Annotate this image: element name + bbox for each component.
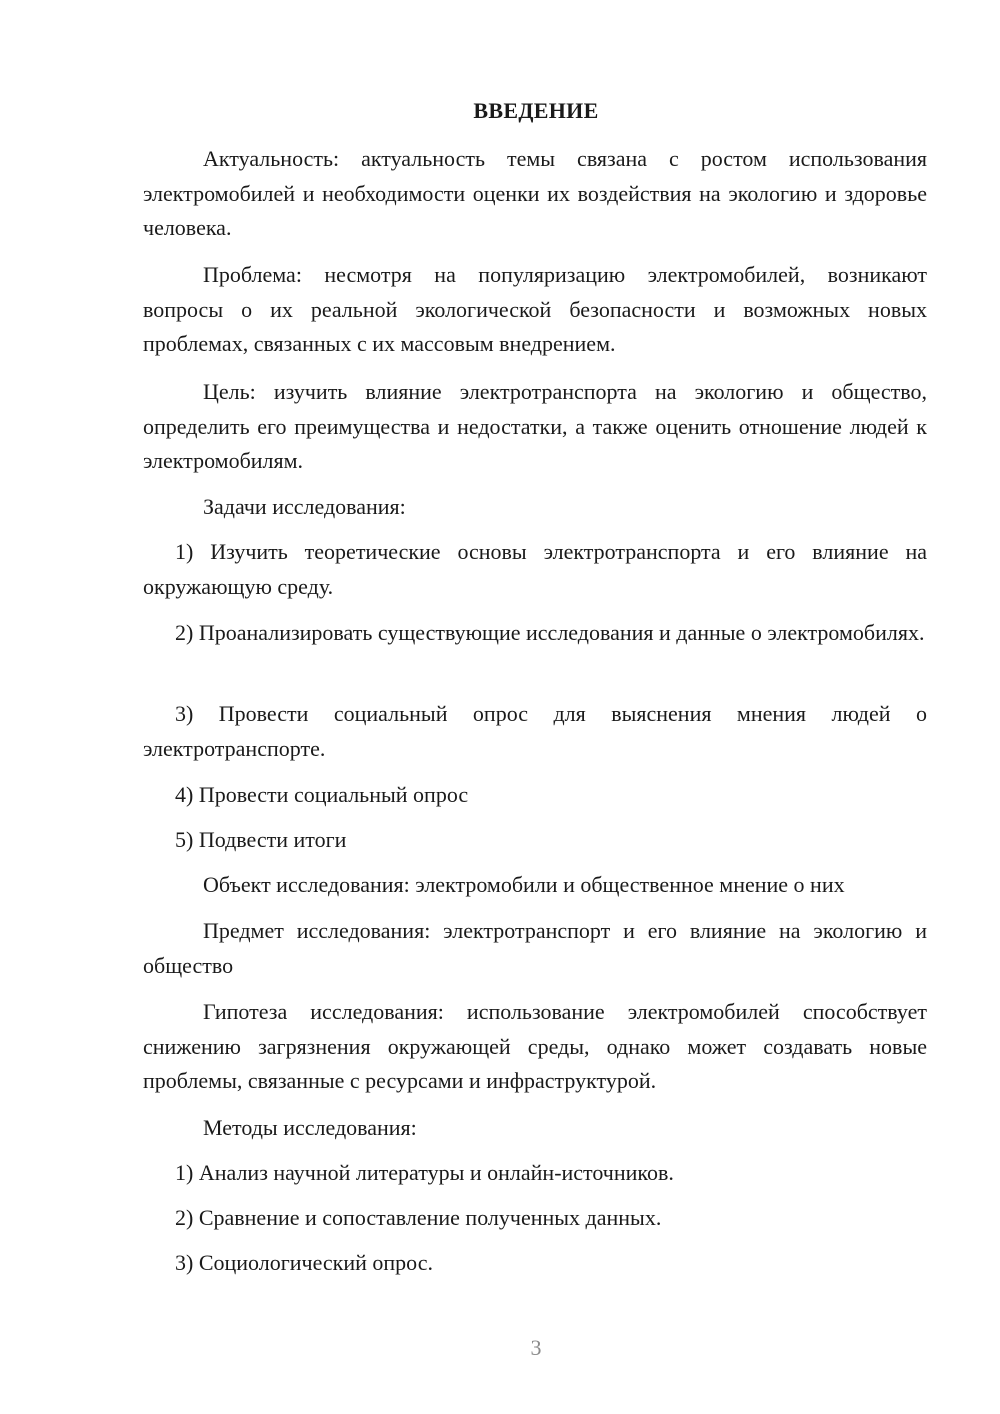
task-item-1: 1) Изучить теоретические основы электротранспорта и его влияние на окружающую среду. — [143, 539, 927, 599]
task-item-2: 2) Проанализировать существующие исследования и данные о электромобилях. — [175, 620, 925, 645]
paragraph-problem: Проблема: несмотря на популяризацию электромобилей, возникают вопросы о их реальной экологической безопасности и возможных новых проблемах, связанных с их массовым внедрением. — [143, 262, 927, 356]
task-item-3: 3) Провести социальный опрос для выяснения мнения людей о электротранспорте. — [143, 701, 927, 761]
method-item-1: 1) Анализ научной литературы и онлайн-источников. — [175, 1160, 674, 1185]
paragraph-methods-heading: Методы исследования: — [203, 1115, 417, 1140]
method-item-2: 2) Сравнение и сопоставление полученных данных. — [175, 1205, 662, 1230]
paragraph-object: Объект исследования: электромобили и общественное мнение о них — [203, 872, 845, 897]
task-item-5: 5) Подвести итоги — [175, 827, 347, 852]
paragraph-tasks-heading: Задачи исследования: — [203, 494, 406, 519]
task-item-4: 4) Провести социальный опрос — [175, 782, 469, 807]
page-number: 3 — [530, 1335, 542, 1360]
paragraph-goal: Цель: изучить влияние электротранспорта на экологию и общество, определить его преимущества и недостатки, а также оценить отношение людей к электромобилям. — [143, 379, 927, 473]
method-item-3: 3) Социологический опрос. — [175, 1250, 433, 1275]
paragraph-subject: Предмет исследования: электротранспорт и его влияние на экологию и общество — [143, 918, 927, 978]
page-title: ВВЕДЕНИЕ — [473, 98, 599, 123]
paragraph-relevance: Актуальность: актуальность темы связана с ростом использования электромобилей и необходимости оценки их воздействия на экологию и здоровье человека. — [143, 146, 927, 240]
paragraph-hypothesis: Гипотеза исследования: использование электромобилей способствует снижению загрязнения окружающей среды, однако может создавать новые проблемы, связанные с ресурсами и инфраструктурой. — [143, 999, 927, 1093]
